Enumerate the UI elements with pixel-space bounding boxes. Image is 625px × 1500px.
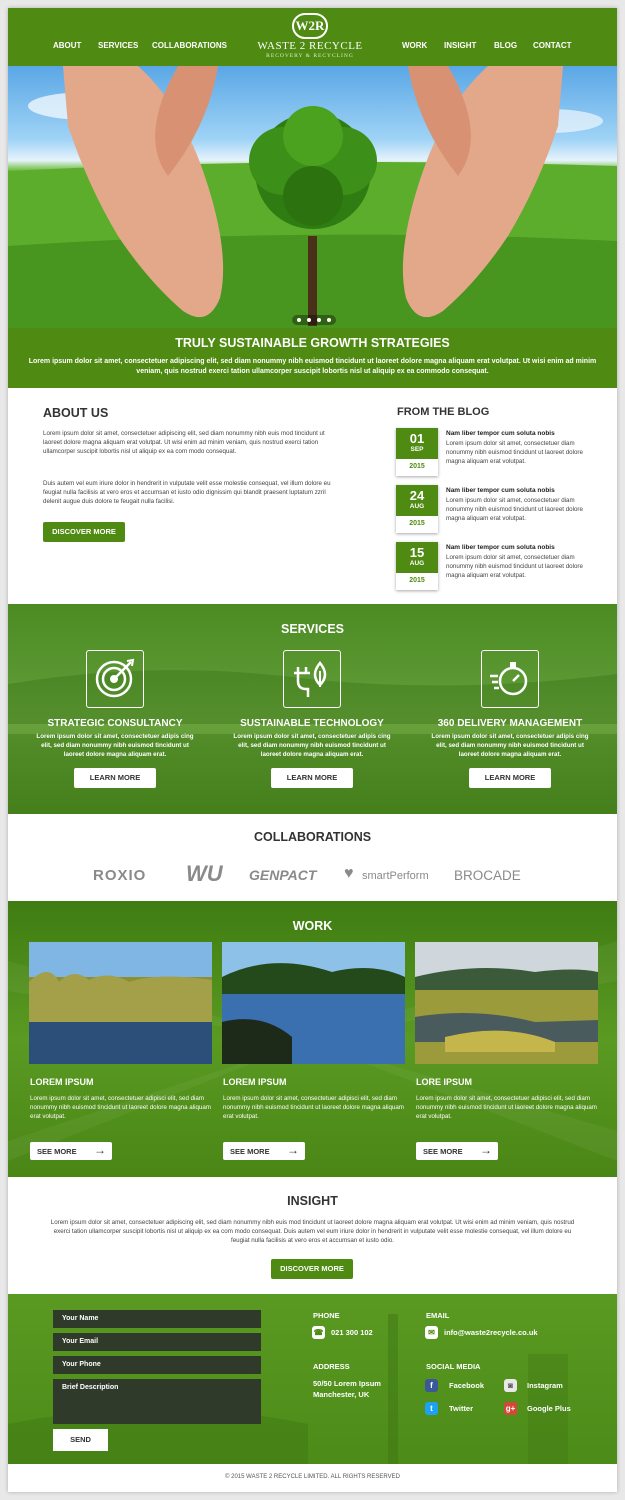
- collaborations-heading: COLLABORATIONS: [253, 830, 372, 844]
- blog-post-title[interactable]: Nam liber tempor cum soluta nobis: [446, 544, 555, 551]
- service-title: SUSTAINABLE TECHNOLOGY: [240, 718, 384, 729]
- nav-services[interactable]: SERVICES: [98, 41, 139, 50]
- google-plus-icon[interactable]: g+: [505, 1404, 516, 1413]
- blog-date-year: 2015: [409, 463, 425, 470]
- partner-logo-wu: WU: [186, 861, 223, 886]
- address-line-2: Manchester, UK: [313, 1390, 370, 1399]
- email-field[interactable]: Your Email: [53, 1333, 261, 1351]
- about-paragraph-1: Lorem ipsum dolor sit amet, consectetuer adipiscing elit, sed diam nonummy nibh euis mod tincidunt ut laoreet dolore magna aliquam erat volutpat. Ut wisi enim ad minim veniam, quis nostrud exerci tation ullamcorper suscipit lobortis nisl ut aliquip ex ea com modo consequat.: [43, 430, 325, 455]
- logo-subtitle: RECOVERY & RECYCLING: [266, 53, 354, 59]
- blog-post-title[interactable]: Nam liber tempor cum soluta nobis: [446, 487, 555, 494]
- phone-icon: ☎: [313, 1328, 324, 1337]
- service-description: Lorem ipsum dolor sit amet, consectetuer adipis cing elit, sed diam nonummy nibh euismod tincidunt ut laoreet dolore magna aliquam erat.: [431, 733, 589, 758]
- arrow-right-icon: →: [287, 1143, 299, 1157]
- blog-date-day: 15: [409, 545, 425, 560]
- google-plus-link[interactable]: Google Plus: [527, 1404, 571, 1413]
- blog-date-year: 2015: [409, 520, 425, 527]
- about-discover-more-button[interactable]: DISCOVER MORE: [43, 522, 125, 542]
- blog-date-day: 24: [409, 488, 425, 503]
- nav-insight[interactable]: INSIGHT: [444, 41, 477, 50]
- partner-logo-smartperform: smartPerform: [362, 870, 429, 882]
- work-see-more-button[interactable]: [223, 1142, 305, 1160]
- blog-date-month: AUG: [409, 560, 425, 567]
- slider-dot[interactable]: [327, 318, 331, 322]
- work-see-more-button[interactable]: [416, 1142, 498, 1160]
- work-thumbnail[interactable]: [29, 942, 212, 1064]
- blog-date-year: 2015: [409, 577, 425, 584]
- twitter-link[interactable]: Twitter: [449, 1404, 474, 1413]
- tagline-title: TRULY SUSTAINABLE GROWTH STRATEGIES: [175, 336, 450, 350]
- blog-date-month: SEP: [410, 446, 424, 453]
- send-button[interactable]: SEND: [53, 1429, 108, 1451]
- logo-mark[interactable]: W2R: [292, 13, 328, 39]
- service-learn-more-button[interactable]: LEARN MORE: [74, 768, 156, 788]
- work-title: LOREM IPSUM: [223, 1077, 287, 1087]
- work-see-more-button[interactable]: [30, 1142, 112, 1160]
- tagline-band: [8, 328, 617, 388]
- work-thumbnail[interactable]: [222, 942, 405, 1064]
- nav-about[interactable]: ABOUT: [53, 41, 82, 50]
- services-heading: SERVICES: [281, 622, 344, 636]
- see-more-label: SEE MORE: [423, 1147, 463, 1156]
- partner-logo-brocade: BROCADE: [454, 868, 521, 883]
- service-description: Lorem ipsum dolor sit amet, consectetuer adipis cing elit, sed diam nonummy nibh euismod tincidunt ut laoreet dolore magna aliquam erat.: [233, 733, 391, 758]
- site-footer: [8, 1464, 617, 1492]
- site-header: [8, 8, 617, 66]
- tagline-text: Lorem ipsum dolor sit amet, consectetuer adipiscing elit, sed diam nonummy nibh euismod tincidunt ut laoreet dolore magna aliquam erat volutpat. Ut wisi enim ad minim veniam, quis nostrud exerci tation ullamcorper suscipit lobortis nisl ut aliquip ex ea commodo consequat.: [28, 358, 597, 375]
- blog-date: [396, 485, 438, 533]
- instagram-link[interactable]: Instagram: [527, 1381, 563, 1390]
- slider-dot[interactable]: [307, 318, 311, 322]
- page: [8, 8, 617, 1492]
- service-title: 360 DELIVERY MANAGEMENT: [437, 718, 583, 729]
- work-description: Lorem ipsum dolor sit amet, consectetuer adipisci elit, sed diam nonummy nibh euismod tincidunt ut laoreet dolore magna aliquam erat volutpat.: [223, 1095, 404, 1120]
- about-heading: ABOUT US: [43, 406, 109, 420]
- copyright-text: © 2015 WASTE 2 RECYCLE LIMITED. ALL RIGHTS RESERVED: [225, 1474, 400, 1480]
- facebook-link[interactable]: Facebook: [449, 1381, 485, 1390]
- work-description: Lorem ipsum dolor sit amet, consectetuer adipisci elit, sed diam nonummy nibh euismod tincidunt ut laoreet dolore magna aliquam erat volutpat.: [30, 1095, 211, 1120]
- arrow-right-icon: →: [480, 1143, 492, 1157]
- social-media-label: SOCIAL MEDIA: [426, 1362, 481, 1371]
- nav-blog[interactable]: BLOG: [494, 41, 518, 50]
- blog-post-excerpt: Lorem ipsum dolor sit amet, consectetuer diam nonummy nibh euismod tincidunt ut laoreet dolore magna aliquam erat volutpat.: [446, 497, 583, 522]
- service-title: STRATEGIC CONSULTANCY: [47, 718, 183, 729]
- description-field[interactable]: Brief Description: [53, 1379, 261, 1424]
- about-paragraph-2: Duis autem vel eum iriure dolor in hendrerit in vulputate velit esse molestie consequat, vel illum dolore eu feugiat nulla facilisis at vero eros et accumsan et iusto odio dignissim qui blandit praesent luptatum zzril delenit augue duis dolore te feugait nulla facilisi.: [43, 480, 331, 505]
- email-label: EMAIL: [426, 1311, 450, 1320]
- partner-logo-genpact: GENPACT: [249, 867, 317, 883]
- logo-title: WASTE 2 RECYCLE: [257, 40, 363, 52]
- insight-heading: INSIGHT: [287, 1194, 338, 1208]
- phone-label: PHONE: [313, 1311, 340, 1320]
- see-more-label: SEE MORE: [37, 1147, 77, 1156]
- service-description: Lorem ipsum dolor sit amet, consectetuer adipis cing elit, sed diam nonummy nibh euismod tincidunt ut laoreet dolore magna aliquam erat.: [36, 733, 194, 758]
- partner-logo-roxio: ROXIO: [93, 867, 147, 884]
- services-section: [8, 604, 617, 814]
- blog-date-month: AUG: [409, 503, 425, 510]
- eco-plug-icon: [283, 650, 341, 708]
- insight-text: Lorem ipsum dolor sit amet, consectetuer adipiscing elit, sed diam nonummy nibh euis mod tincidunt ut laoreet dolore magna aliquam erat volutpat. Ut wisi enim ad minim veniam, quis nostrud exerci tation ullamcorper suscipit lobortis nisl ut aliquip ex ea com modo consequat. Duis autem vel eum iriure dolor in hendrerit in vulputate velit esse molestie consequat, vel illum dolore eu feugiat nulla facilisis at vero eros et accumsan et iusto odio.: [50, 1219, 575, 1244]
- target-icon: [86, 650, 144, 708]
- blog-date: [396, 542, 438, 590]
- hero-image: [8, 66, 617, 328]
- smartperform-icon: ♥: [344, 865, 354, 882]
- stopwatch-icon: [481, 650, 539, 708]
- insight-discover-more-button[interactable]: DISCOVER MORE: [271, 1259, 353, 1279]
- work-title: LOREM IPSUM: [30, 1077, 94, 1087]
- service-learn-more-button[interactable]: LEARN MORE: [271, 768, 353, 788]
- phone-field[interactable]: Your Phone: [53, 1356, 261, 1374]
- blog-post-excerpt: Lorem ipsum dolor sit amet, consectetuer diam nonummy nibh euismod tincidunt ut laoreet dolore magna aliquam erat volutpat.: [446, 440, 583, 465]
- twitter-icon[interactable]: t: [425, 1402, 438, 1415]
- envelope-icon: ✉: [425, 1326, 438, 1339]
- slider-dots: [292, 315, 336, 325]
- address-line-1: 50/50 Lorem Ipsum: [313, 1379, 381, 1388]
- hero-banner: [8, 66, 617, 328]
- address-label: ADDRESS: [313, 1362, 350, 1371]
- see-more-label: SEE MORE: [230, 1147, 270, 1156]
- blog-heading: FROM THE BLOG: [397, 406, 490, 418]
- instagram-icon[interactable]: ◙: [504, 1379, 517, 1392]
- phone-value[interactable]: 021 300 102: [331, 1328, 373, 1337]
- work-heading: WORK: [292, 919, 333, 933]
- work-thumbnail[interactable]: [415, 942, 598, 1064]
- blog-date: [396, 428, 438, 476]
- blog-post-title[interactable]: Nam liber tempor cum soluta nobis: [446, 430, 555, 437]
- arrow-right-icon: →: [94, 1143, 106, 1157]
- name-field[interactable]: Your Name: [53, 1310, 261, 1328]
- nav-contact[interactable]: CONTACT: [533, 41, 572, 50]
- slider-dot[interactable]: [317, 318, 321, 322]
- blog-date-day: 01: [409, 431, 425, 446]
- slider-dot[interactable]: [297, 318, 301, 322]
- facebook-icon[interactable]: f: [425, 1379, 438, 1392]
- nav-work[interactable]: WORK: [402, 41, 428, 50]
- nav-collaborations[interactable]: COLLABORATIONS: [152, 41, 227, 50]
- blog-post-excerpt: Lorem ipsum dolor sit amet, consectetuer diam nonummy nibh euismod tincidunt ut laoreet dolore magna aliquam erat volutpat.: [446, 554, 583, 579]
- email-value[interactable]: info@waste2recycle.co.uk: [444, 1328, 538, 1337]
- work-description: Lorem ipsum dolor sit amet, consectetuer adipisci elit, sed diam nonummy nibh euismod tincidunt ut laoreet dolore magna aliquam erat volutpat.: [416, 1095, 597, 1120]
- work-title: LORE IPSUM: [416, 1077, 473, 1087]
- service-learn-more-button[interactable]: LEARN MORE: [469, 768, 551, 788]
